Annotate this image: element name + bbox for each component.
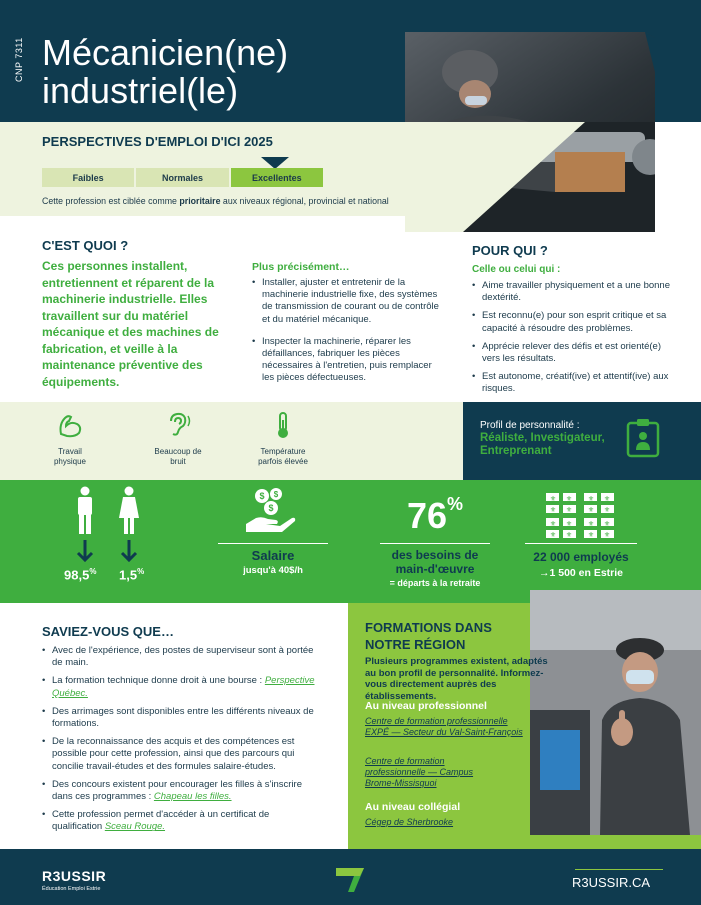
list-item: • La formation technique donne droit à une bourse : Perspective Québec. (42, 675, 322, 699)
svg-text:$: $ (273, 490, 279, 499)
chapeau-les-filles-link[interactable]: Chapeau les filles. (153, 791, 232, 803)
needs-label: des besoins de main-d'œuvre (391, 548, 479, 576)
svg-text:⚜: ⚜ (587, 507, 595, 513)
website-link[interactable]: R3USSIR.CA (572, 875, 651, 890)
svg-text:⚜: ⚜ (603, 521, 611, 528)
svg-text:⚜: ⚜ (587, 496, 595, 503)
svg-text:⚜: ⚜ (587, 532, 595, 538)
saviez-title: SAVIEZ-VOUS QUE… (42, 624, 174, 639)
list-item: • Des concours existent pour encourager les filles à s'inscrire dans ces programmes : Chapeau les filles. (42, 779, 322, 803)
list-item: • Avec de l'expérience, des postes de superviseur sont à portée de main. (42, 645, 322, 669)
svg-text:⚜: ⚜ (565, 532, 573, 538)
condition-label: Beaucoup de bruit (154, 447, 202, 466)
seven-mask-right-low (655, 122, 701, 232)
list-item: • Installer, ajuster et entretenir de la machinerie industrielle fixe, des systèmes de transmission de courant ou de contrôle et du matériel mécanique. (252, 277, 442, 326)
svg-text:⚜: ⚜ (587, 521, 595, 528)
list-item: • Aime travailler physiquement et a une bonne dextérité. (472, 280, 672, 304)
svg-text:⚜: ⚜ (603, 496, 611, 503)
precisement-list (252, 277, 442, 391)
precisement-title: Plus précisément… (252, 261, 350, 273)
perspectives-note: Cette profession est ciblée comme prioritaire aux niveaux régional, provincial et national (42, 196, 389, 206)
man-icon (74, 486, 96, 536)
college-level-title: Au niveau collégial (365, 801, 461, 813)
title-line-1: Mécanicien(ne) (42, 32, 289, 73)
list-item: • Cette profession permet d'accéder à un certificat de qualification Sceau Rouge. (42, 809, 322, 833)
svg-text:⚜: ⚜ (603, 507, 611, 513)
quebec-flag-icon (546, 518, 576, 538)
svg-text:⚜: ⚜ (549, 521, 557, 528)
seven-mask-right (655, 32, 701, 122)
svg-text:⚜: ⚜ (549, 532, 557, 538)
salary-title: Salaire (251, 548, 295, 563)
arrow-down-icon (120, 540, 138, 562)
condition-label: Température parfois élevée (258, 447, 308, 466)
pro-level-title: Au niveau professionnel (365, 700, 487, 712)
quebec-flag-icon (546, 493, 576, 513)
employees-divider (525, 543, 637, 544)
salary-value: jusqu'à 40$/h (243, 565, 303, 576)
svg-text:$: $ (268, 503, 274, 513)
page-title (42, 34, 288, 110)
needs-divider (380, 543, 490, 544)
list-item: • Apprécie relever des défis et est orienté(e) vers les résultats. (472, 341, 672, 365)
list-item: • Des arrimages sont disponibles entre les différents niveaux de formations. (42, 706, 322, 730)
flexed-arm-icon (55, 410, 85, 440)
list-item: • Est reconnu(e) pour son esprit critique et sa capacité à résoudre des problèmes. (472, 310, 672, 334)
level-excellentes: Excellentes (231, 168, 323, 187)
thermometer-icon (268, 410, 298, 440)
perspective-quebec-link[interactable]: Perspective Québec. (52, 675, 315, 699)
svg-text:⚜: ⚜ (549, 507, 557, 513)
svg-text:⚜: ⚜ (565, 507, 573, 513)
estrie-count: →1 500 en Estrie (538, 567, 624, 579)
men-percentage: 98,5% (64, 567, 97, 583)
salary-divider (218, 543, 328, 544)
student-thumbs-up-image (530, 590, 701, 835)
level-normales: Normales (136, 168, 228, 187)
formations-intro: Plusieurs programmes existent, adaptés au bon profil de personnalité. Informez-vous directement auprès des établissements. (365, 656, 548, 702)
profile-value: Réaliste, Investigateur, Entreprenant (480, 432, 605, 457)
svg-text:⚜: ⚜ (603, 532, 611, 538)
student-photo (530, 590, 701, 835)
r3ussir-seven-icon (336, 868, 364, 892)
quebec-flag-icon (584, 493, 614, 513)
needs-percentage: 76% (406, 494, 464, 536)
perspectives-scale (42, 168, 323, 187)
employees-count: 22 000 employés (533, 550, 629, 564)
list-item: • Est autonome, créatif(ive) et attentif(ive) aux risques. (472, 371, 672, 395)
ear-icon (163, 410, 193, 440)
woman-icon (117, 486, 141, 536)
svg-text:⚜: ⚜ (565, 521, 573, 528)
cnp-code: CNP 7311 (14, 37, 24, 82)
pour-qui-subtitle: Celle ou celui qui : (472, 264, 561, 275)
quebec-flags (546, 493, 616, 538)
condition-noise (138, 410, 218, 467)
condition-heat (243, 410, 323, 467)
pour-qui-title: POUR QUI ? (472, 243, 548, 258)
saviez-list (42, 645, 322, 840)
quebec-flag-icon (584, 518, 614, 538)
pro-link-brome[interactable]: Centre de formation professionnelle — Campus Brome-Missisquoi (365, 756, 474, 788)
arrow-down-icon (76, 540, 94, 562)
pro-link-expe[interactable]: Centre de formation professionnelle EXPÉ — Secteur du Val-Saint-François (365, 716, 523, 737)
money-hand-icon (244, 486, 298, 536)
needs-sub: = départs à la retraite (389, 578, 481, 588)
condition-physical (30, 410, 110, 467)
footer-divider (575, 869, 663, 870)
cest-quoi-title: C'EST QUOI ? (42, 238, 129, 253)
level-faibles: Faibles (42, 168, 134, 187)
list-item: • Inspecter la machinerie, réparer les défaillances, fabriquer les pièces nécessaires à l'entretien, puis remplacer les pièces défectueuses. (252, 336, 442, 385)
logo-subtitle: Éducation Emploi Estrie (42, 886, 101, 892)
list-item: • De la reconnaissance des acquis et des compétences est possible pour cette profession, ainsi que des parcours qui concilie travail-études et des formules salaire-études. (42, 736, 322, 773)
formations-title: FORMATIONS DANS NOTRE RÉGION (365, 620, 492, 652)
r3ussir-logo: R3USSIR (42, 868, 107, 884)
cest-quoi-intro: Ces personnes installent, entretiennent et réparent de la machinerie industrielle. Elles travaillent sur du matériel mécanique et des machines de fabrication, et veille à la maintenance préventive des équipements. (42, 259, 219, 389)
condition-label: Travail physique (53, 447, 87, 466)
svg-text:⚜: ⚜ (565, 496, 573, 503)
pour-qui-list (472, 280, 672, 402)
title-line-2: industriel(le) (42, 70, 239, 111)
svg-text:⚜: ⚜ (549, 496, 557, 503)
women-percentage: 1,5% (119, 567, 145, 583)
clipboard-person-icon (626, 418, 660, 458)
profile-label: Profil de personnalité : (480, 420, 580, 431)
priority-word: prioritaire (179, 196, 221, 206)
perspectives-title: PERSPECTIVES D'EMPLOI D'ICI 2025 (42, 134, 273, 149)
svg-text:$: $ (259, 491, 265, 501)
cegep-sherbrooke-link[interactable]: Cégep de Sherbrooke (365, 817, 454, 827)
sceau-rouge-link[interactable]: Sceau Rouge. (104, 821, 166, 833)
